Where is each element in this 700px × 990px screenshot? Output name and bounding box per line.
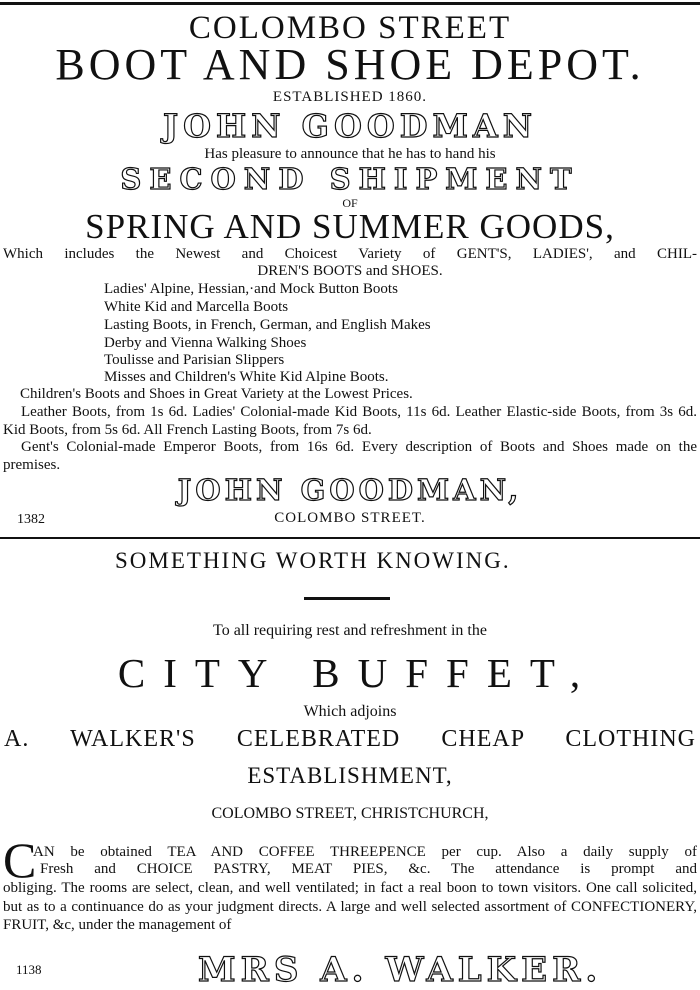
ad1-announcement: Has pleasure to announce that he has to hand his bbox=[204, 146, 496, 162]
ad1-gents: Gent's Colonial-made Emperor Boots, from 16s 6d. Every description of Boots and Shoes made on the premises. bbox=[3, 439, 697, 473]
ad2-intro: To all requiring rest and refreshment in the bbox=[213, 622, 487, 639]
ad2-headline: SOMETHING WORTH KNOWING. bbox=[115, 548, 511, 573]
ad2-ad-number: 1138 bbox=[16, 962, 42, 977]
ad1-spring-summer-goods: SPRING AND SUMMER GOODS, bbox=[85, 207, 615, 246]
ad2-adjoins: Which adjoins bbox=[303, 703, 397, 720]
ad1-item: Ladies' Alpine, Hessian,·and Mock Button Boots bbox=[104, 281, 398, 297]
ad1-signature-name: JOHN GOODMAN, bbox=[177, 473, 523, 507]
ad1-second-shipment: SECOND SHIPMENT bbox=[120, 162, 580, 196]
ad2-body-rest: obliging. The rooms are select, clean, and well ventilated; in fact a real boon to town visitors. One call solicited, but as to a continuance do as your judgment directs. A large and well selected assortment of CONFECTIONERY, FRUIT, &c, under the management of bbox=[3, 880, 697, 933]
ad1-proprietor-name: JOHN GOODMAN bbox=[163, 107, 537, 145]
ad1-item: Lasting Boots, in French, German, and English Makes bbox=[104, 317, 431, 333]
ad1-street-heading: COLOMBO STREET bbox=[188, 10, 512, 46]
ad1-item: Toulisse and Parisian Slippers bbox=[104, 352, 285, 368]
ad1-item: White Kid and Marcella Boots bbox=[104, 299, 289, 315]
ad2-establishment: ESTABLISHMENT, bbox=[247, 763, 453, 788]
ad2-body-line-2: Fresh and CHOICE PASTRY, MEAT PIES, &c. The attendance is prompt and bbox=[40, 861, 697, 877]
section-divider bbox=[0, 537, 700, 539]
ad1-item: Derby and Vienna Walking Shoes bbox=[104, 335, 307, 351]
ad1-includes-line: Which includes the Newest and Choicest Variety of GENT'S, LADIES', and CHIL- bbox=[3, 246, 697, 262]
ad2-body-line-1: AN be obtained TEA AND COFFEE THREEPENCE per cup. Also a daily supply of bbox=[33, 844, 697, 860]
ad1-ad-number: 1382 bbox=[17, 512, 45, 527]
ad2-signature: MRS A. WALKER. bbox=[198, 950, 603, 990]
ad2-city-buffet: CITY BUFFET, bbox=[117, 650, 599, 696]
top-rule bbox=[0, 2, 700, 5]
ad1-signature-street: COLOMBO STREET. bbox=[274, 510, 426, 526]
ad1-depot-heading: BOOT AND SHOE DEPOT. bbox=[55, 40, 645, 89]
ad1-item: Misses and Children's White Kid Alpine Boots. bbox=[104, 369, 389, 385]
ad1-prices: Leather Boots, from 1s 6d. Ladies' Colonial-made Kid Boots, 11s 6d. Leather Elastic-side Boots, from 3s 6d. Kid Boots, from 5s 6d. All French Lasting Boots, from 7s 6d. bbox=[3, 404, 697, 438]
ad2-address: COLOMBO STREET, CHRISTCHURCH, bbox=[211, 805, 489, 822]
ad1-children-line: Children's Boots and Shoes in Great Variety at the Lowest Prices. bbox=[20, 386, 413, 402]
ad1-of: OF bbox=[342, 196, 358, 210]
ad2-dropcap: C bbox=[3, 832, 37, 888]
short-rule bbox=[304, 597, 390, 600]
ad1-established: ESTABLISHED 1860. bbox=[272, 89, 428, 105]
ad1-includes-cont: DREN'S BOOTS and SHOES. bbox=[257, 263, 443, 279]
ad2-walker-line: A. WALKER'S CELEBRATED CHEAP CLOTHING bbox=[4, 726, 696, 752]
